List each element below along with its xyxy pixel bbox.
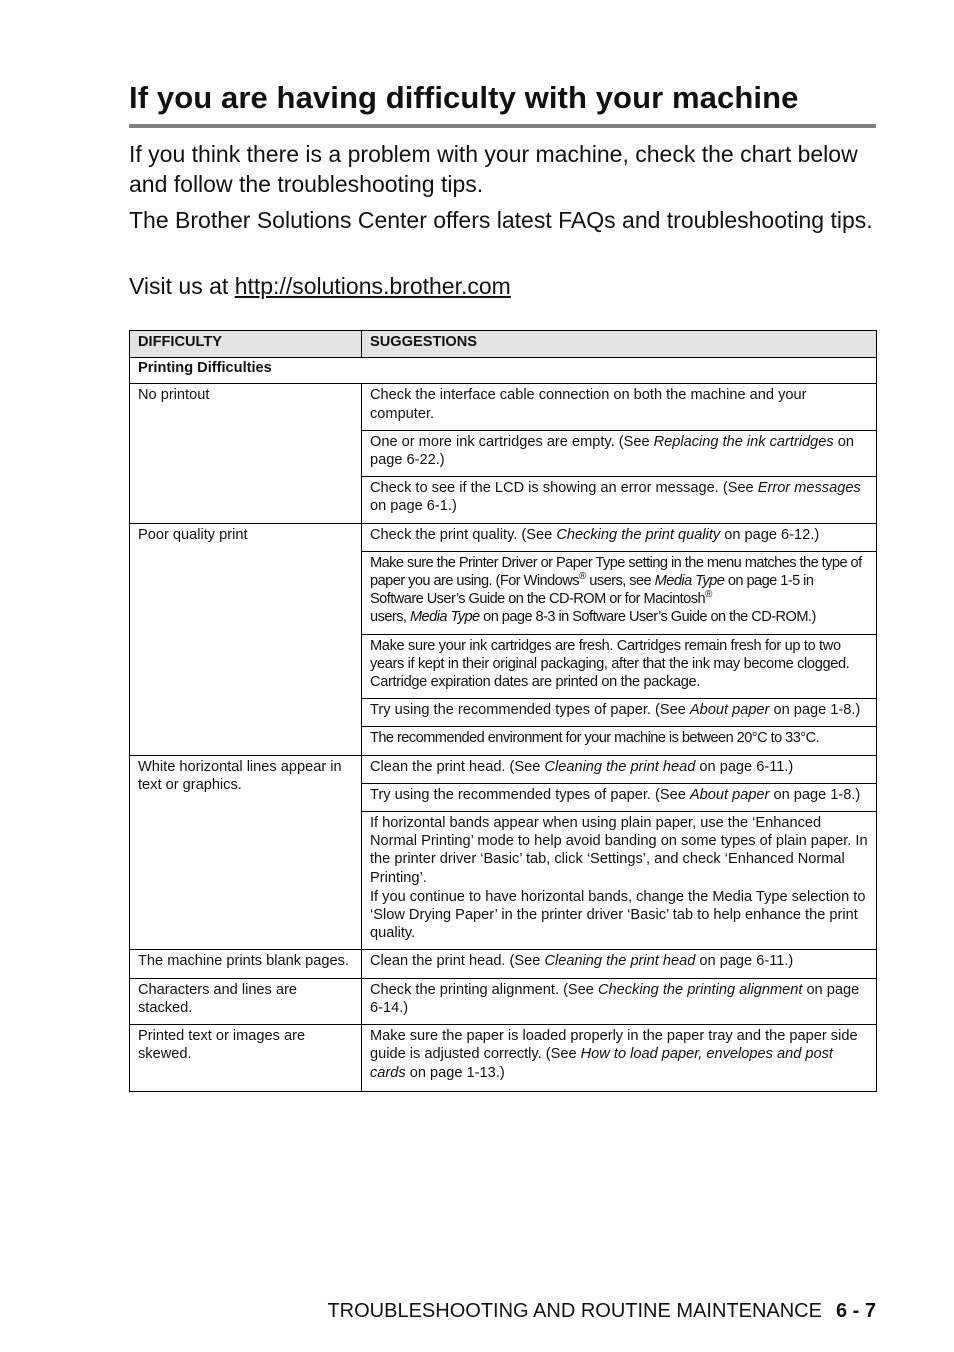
visit-text: Visit us at xyxy=(129,273,235,299)
suggestion-cell: Clean the print head. (See Cleaning the print head on page 6-11.) xyxy=(362,755,877,783)
difficulty-no-printout: No printout xyxy=(130,384,362,523)
difficulty-white-lines: White horizontal lines appear in text or graphics. xyxy=(130,755,362,950)
table-row xyxy=(130,978,877,1024)
cross-reference: About paper xyxy=(689,786,770,803)
suggestion-cell: One or more ink cartridges are empty. (See Replacing the ink cartridges on page 6-22.) xyxy=(362,430,877,476)
intro-paragraph-3 xyxy=(129,271,879,301)
difficulty-skewed: Printed text or images are skewed. xyxy=(130,1025,362,1092)
difficulty-blank-pages: The machine prints blank pages. xyxy=(130,950,362,978)
troubleshooting-table xyxy=(129,330,877,1092)
cross-reference: Media Type xyxy=(654,573,725,590)
difficulty-stacked: Characters and lines are stacked. xyxy=(130,978,362,1024)
registered-mark: ® xyxy=(578,571,586,583)
page-footer xyxy=(327,1300,876,1323)
table-row xyxy=(130,523,877,551)
header-suggestions: SUGGESTIONS xyxy=(362,331,877,358)
cross-reference: Checking the print quality xyxy=(556,526,721,543)
intro-paragraph-2: The Brother Solutions Center offers latest FAQs and troubleshooting tips. xyxy=(129,207,873,233)
table-header-row xyxy=(130,331,877,358)
suggestion-cell: Try using the recommended types of paper. (See About paper on page 1-8.) xyxy=(362,783,877,811)
suggestion-cell: Make sure the Printer Driver or Paper Type setting in the menu matches the type of paper you are using. (For Windows® users, see Media Type on page 1-5 in Software User’s Guide on the CD-ROM or for Macintosh® users, Media Type on page 8-3 in Software User’s Guide on the CD-ROM.) xyxy=(362,551,877,634)
page-title: If you are having difficulty with your machine xyxy=(129,80,799,115)
difficulty-poor-quality: Poor quality print xyxy=(130,523,362,755)
table-row xyxy=(130,384,877,430)
cross-reference: Media Type xyxy=(409,609,480,626)
suggestion-cell: Check the printing alignment. (See Checking the printing alignment on page 6-14.) xyxy=(362,978,877,1024)
suggestion-cell: Make sure the paper is loaded properly in the paper tray and the paper side guide is adjusted correctly. (See How to load paper, envelopes and post cards on page 1-13.) xyxy=(362,1025,877,1092)
cross-reference: About paper xyxy=(689,702,770,719)
footer-page-number: 6 - 7 xyxy=(835,1300,876,1322)
table-row xyxy=(130,1025,877,1092)
table-row xyxy=(130,755,877,783)
suggestion-cell: Make sure your ink cartridges are fresh. Cartridges remain fresh for up to two years if kept in their original packaging, after that the ink may become clogged. Cartridge expiration dates are printed on the package. xyxy=(362,634,877,699)
suggestion-cell: Clean the print head. (See Cleaning the print head on page 6-11.) xyxy=(362,950,877,978)
suggestion-cell xyxy=(362,812,877,950)
section-row xyxy=(130,358,877,384)
suggestion-cell: Check the interface cable connection on both the machine and your computer. xyxy=(362,384,877,430)
solutions-link[interactable]: http://solutions.brother.com xyxy=(234,273,511,299)
cross-reference: Replacing the ink cartridges xyxy=(653,433,834,450)
cross-reference: How to load paper, envelopes and post cards xyxy=(370,1046,833,1081)
suggestion-cell: Check to see if the LCD is showing an error message. (See Error messages on page 6-1.) xyxy=(362,477,877,523)
cross-reference: Checking the printing alignment xyxy=(597,981,803,998)
section-printing-difficulties: Printing Difficulties xyxy=(130,358,877,384)
intro-paragraph-1: If you think there is a problem with your machine, check the chart below and follow the troubleshooting tips. xyxy=(129,141,858,197)
suggestion-cell: The recommended environment for your machine is between 20°C to 33°C. xyxy=(362,727,877,755)
footer-chapter-title: TROUBLESHOOTING AND ROUTINE MAINTENANCE xyxy=(327,1300,822,1322)
table-row xyxy=(130,950,877,978)
cross-reference: Error messages xyxy=(757,480,861,497)
suggestion-cell: Try using the recommended types of paper. (See About paper on page 1-8.) xyxy=(362,699,877,727)
suggestion-paragraph: If horizontal bands appear when using plain paper, use the ‘Enhanced Normal Printing’ mode to help avoid banding on some types of plain paper. In the printer driver ‘Basic’ tab, click ‘Settings’, and check ‘Enhanced Normal Printing’. xyxy=(370,815,868,886)
cross-reference: Cleaning the print head xyxy=(544,953,696,970)
suggestion-paragraph: If you continue to have horizontal bands, change the Media Type selection to ‘Slow Drying Paper’ in the printer driver ‘Basic’ tab to help enhance the print quality. xyxy=(370,888,866,942)
registered-mark: ® xyxy=(705,589,712,601)
header-difficulty: DIFFICULTY xyxy=(130,331,362,358)
cross-reference: Cleaning the print head xyxy=(544,758,696,775)
suggestion-cell: Check the print quality. (See Checking the print quality on page 6-12.) xyxy=(362,523,877,551)
title-underline xyxy=(129,124,876,128)
